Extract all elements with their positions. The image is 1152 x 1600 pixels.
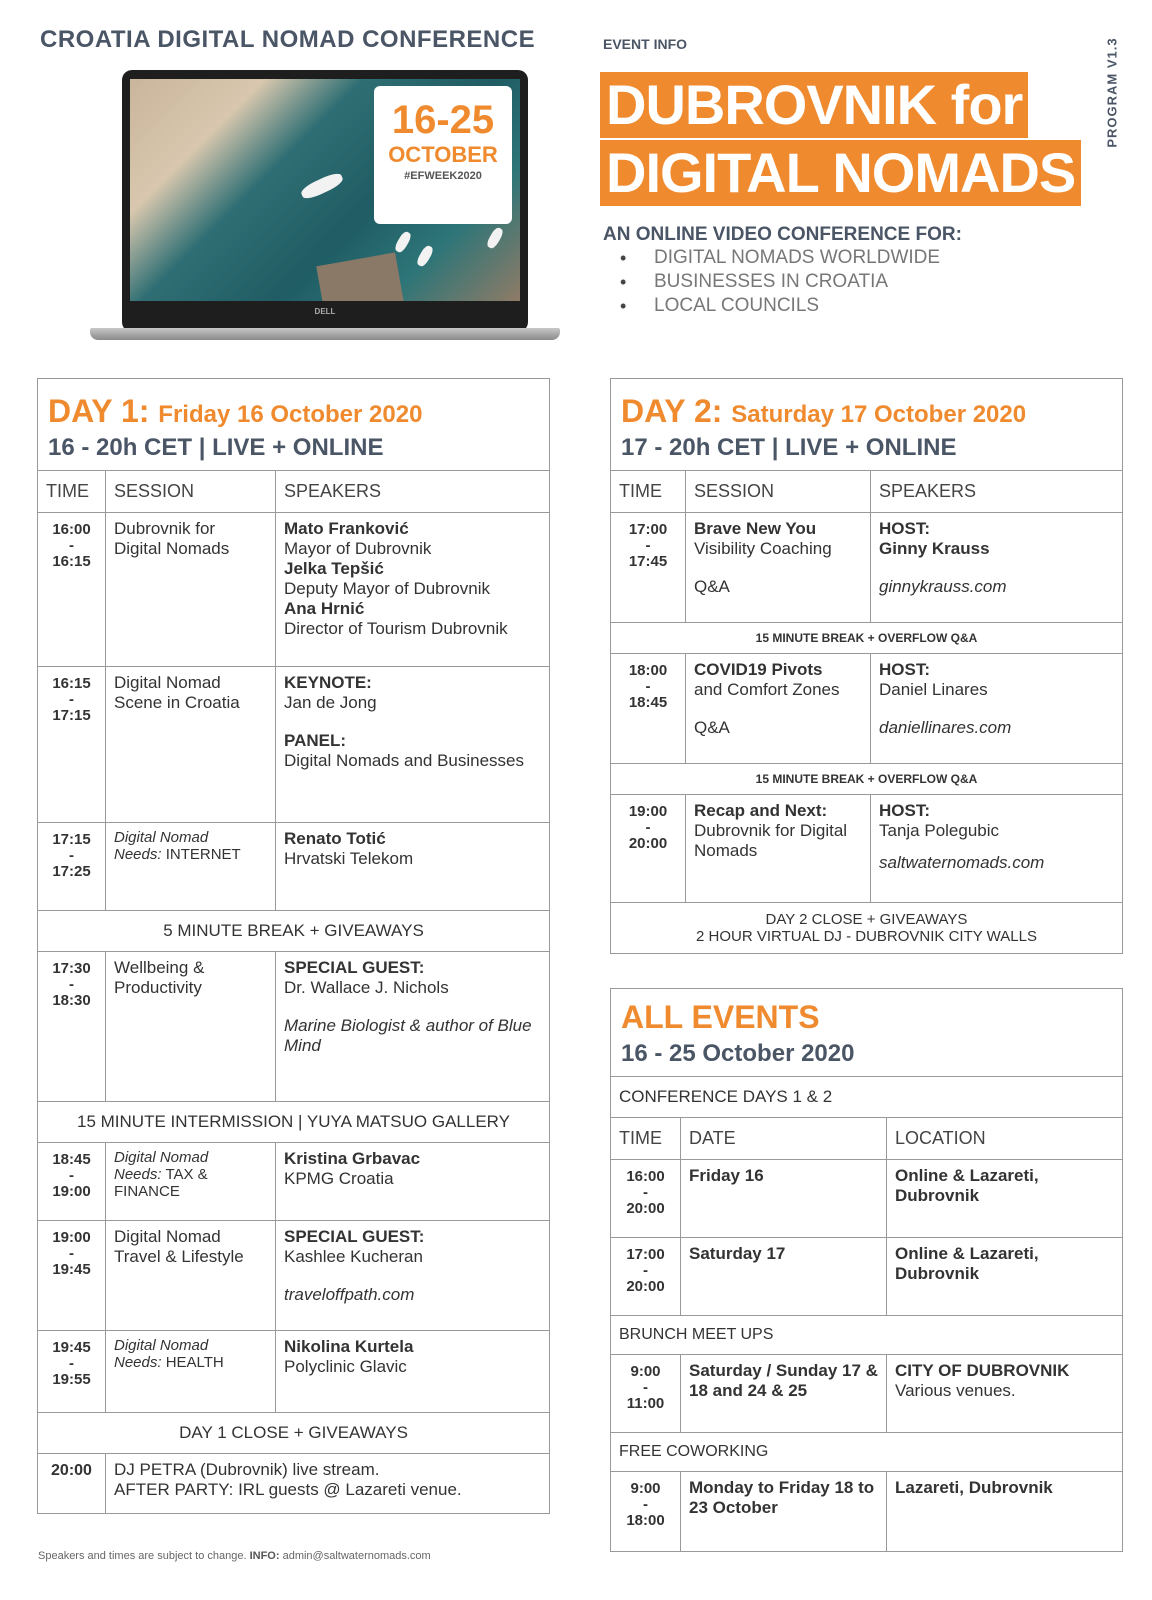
- headline-line1: DUBROVNIK for: [600, 72, 1028, 138]
- day2-date: Saturday 17 October 2020: [731, 401, 1027, 428]
- col-speakers: SPEAKERS: [276, 471, 550, 513]
- table-row: 9:00 - 18:00 Monday to Friday 18 to 23 October Lazareti, Dubrovnik: [611, 1472, 1123, 1552]
- col-session: SESSION: [106, 471, 276, 513]
- col-speakers: SPEAKERS: [871, 471, 1123, 513]
- session-cell: Digital Nomad Needs: HEALTH: [106, 1331, 276, 1413]
- table-row: 19:45 - 19:55 Digital Nomad Needs: HEALTH Nikolina Kurtela Polyclinic Glavic: [38, 1331, 550, 1413]
- speakers-cell: Kristina Grbavac KPMG Croatia: [276, 1143, 550, 1221]
- speakers-cell: HOST: Ginny Krauss ginnykrauss.com: [871, 513, 1123, 623]
- session-cell: COVID19 Pivots and Comfort Zones Q&A: [686, 654, 871, 764]
- section-conference-days: CONFERENCE DAYS 1 & 2: [611, 1077, 1123, 1118]
- day1-label: DAY 1:: [48, 393, 150, 429]
- hashtag: #EFWEEK2020: [404, 170, 482, 182]
- all-events-table: [610, 988, 1123, 1552]
- table-row: 17:15 - 17:25 Digital Nomad Needs: INTERNET Renato Totić Hrvatski Telekom: [38, 823, 550, 911]
- date-cell: Monday to Friday 18 to 23 October: [681, 1472, 887, 1552]
- location-cell: Lazareti, Dubrovnik: [887, 1472, 1123, 1552]
- day1-header: [38, 379, 550, 471]
- day1-close-row: DAY 1 CLOSE + GIVEAWAYS: [38, 1413, 550, 1454]
- date-range: 16-25: [391, 98, 495, 142]
- break-row: 15 MINUTE BREAK + OVERFLOW Q&A: [611, 764, 1123, 795]
- location-cell: Online & Lazareti, Dubrovnik: [887, 1238, 1123, 1316]
- all-events-title: ALL EVENTS: [621, 999, 820, 1035]
- audience-item: • DIGITAL NOMADS WORLDWIDE: [620, 246, 940, 270]
- table-row: 9:00 - 11:00 Saturday / Sunday 17 & 18 and 24 & 25 CITY OF DUBROVNIK Various venues.: [611, 1355, 1123, 1433]
- session-cell: Digital Nomad Scene in Croatia: [106, 667, 276, 823]
- day1-table: [37, 378, 550, 1514]
- online-title: AN ONLINE VIDEO CONFERENCE FOR:: [603, 224, 962, 245]
- footer-note: Speakers and times are subject to change. INFO: admin@saltwaternomads.com: [38, 1550, 431, 1562]
- col-date: DATE: [681, 1118, 887, 1160]
- section-brunch: BRUNCH MEET UPS: [611, 1316, 1123, 1355]
- footer-email[interactable]: admin@saltwaternomads.com: [282, 1550, 431, 1562]
- date-month: OCTOBER: [388, 142, 498, 167]
- speakers-cell: Nikolina Kurtela Polyclinic Glavic: [276, 1331, 550, 1413]
- speakers-cell: HOST: Tanja Polegubic saltwaternomads.com: [871, 795, 1123, 903]
- col-location: LOCATION: [887, 1118, 1123, 1160]
- day2-close-row: DAY 2 CLOSE + GIVEAWAYS 2 HOUR VIRTUAL DJ - DUBROVNIK CITY WALLS: [611, 903, 1123, 954]
- day2-label: DAY 2:: [621, 393, 723, 429]
- table-row: 20:00 DJ PETRA (Dubrovnik) live stream. AFTER PARTY: IRL guests @ Lazareti venue.: [38, 1454, 550, 1514]
- speakers-cell: Renato Totić Hrvatski Telekom: [276, 823, 550, 911]
- all-events-subtitle: 16 - 25 October 2020: [621, 1040, 855, 1067]
- break-row: 5 MINUTE BREAK + GIVEAWAYS: [38, 911, 550, 952]
- table-row: 19:00 - 19:45 Digital Nomad Travel & Lifestyle SPECIAL GUEST: Kashlee Kucheran traveloffpath.com: [38, 1221, 550, 1331]
- audience-item: • BUSINESSES IN CROATIA: [620, 270, 940, 294]
- event-info-label: EVENT INFO: [603, 36, 688, 52]
- day2-table: [610, 378, 1123, 954]
- speakers-cell: KEYNOTE: Jan de Jong PANEL: Digital Nomads and Businesses: [276, 667, 550, 823]
- day1-subtitle: 16 - 20h CET | LIVE + ONLINE: [48, 434, 384, 461]
- day1-column-headers: [38, 471, 550, 513]
- speakers-cell: Mato Franković Mayor of Dubrovnik Jelka Tepšić Deputy Mayor of Dubrovnik Ana Hrnić Director of Tourism Dubrovnik: [276, 513, 550, 667]
- headline-line2: DIGITAL NOMADS: [600, 140, 1081, 206]
- col-time: TIME: [38, 471, 106, 513]
- table-row: 17:30 - 18:30 Wellbeing & Productivity SPECIAL GUEST: Dr. Wallace J. Nichols Marine Biologist & author of Blue Mind: [38, 952, 550, 1102]
- col-time: TIME: [611, 1118, 681, 1160]
- date-card: [374, 86, 512, 224]
- session-cell: Digital Nomad Needs: TAX & FINANCE: [106, 1143, 276, 1221]
- table-row: 18:45 - 19:00 Digital Nomad Needs: TAX & FINANCE Kristina Grbavac KPMG Croatia: [38, 1143, 550, 1221]
- location-cell: Online & Lazareti, Dubrovnik: [887, 1160, 1123, 1238]
- day2-header: [611, 379, 1123, 471]
- session-cell: Recap and Next: Dubrovnik for Digital Nomads: [686, 795, 871, 903]
- session-cell: Dubrovnik for Digital Nomads: [106, 513, 276, 667]
- break-row: 15 MINUTE BREAK + OVERFLOW Q&A: [611, 623, 1123, 654]
- table-row: 16:00 - 20:00 Friday 16 Online & Lazareti, Dubrovnik: [611, 1160, 1123, 1238]
- session-cell: Wellbeing & Productivity: [106, 952, 276, 1102]
- speakers-cell: HOST: Daniel Linares daniellinares.com: [871, 654, 1123, 764]
- intermission-row: 15 MINUTE INTERMISSION | YUYA MATSUO GALLERY: [38, 1102, 550, 1143]
- table-row: 16:15 - 17:15 Digital Nomad Scene in Croatia KEYNOTE: Jan de Jong PANEL: Digital Nomads and Businesses: [38, 667, 550, 823]
- audience-list: [620, 246, 940, 318]
- laptop-brand: DELL: [314, 307, 336, 316]
- session-cell: Digital Nomad Travel & Lifestyle: [106, 1221, 276, 1331]
- location-cell: CITY OF DUBROVNIK Various venues.: [887, 1355, 1123, 1433]
- session-cell: Digital Nomad Needs: INTERNET: [106, 823, 276, 911]
- table-row: 18:00 - 18:45 COVID19 Pivots and Comfort Zones Q&A HOST: Daniel Linares daniellinares.com: [611, 654, 1123, 764]
- col-session: SESSION: [686, 471, 871, 513]
- conference-title: CROATIA DIGITAL NOMAD CONFERENCE: [40, 26, 536, 53]
- final-session-cell: DJ PETRA (Dubrovnik) live stream. AFTER PARTY: IRL guests @ Lazareti venue.: [106, 1454, 550, 1514]
- day2-subtitle: 17 - 20h CET | LIVE + ONLINE: [621, 434, 957, 461]
- all-events-column-headers: [611, 1118, 1123, 1160]
- speakers-cell: SPECIAL GUEST: Kashlee Kucheran traveloffpath.com: [276, 1221, 550, 1331]
- table-row: 17:00 - 20:00 Saturday 17 Online & Lazareti, Dubrovnik: [611, 1238, 1123, 1316]
- col-time: TIME: [611, 471, 686, 513]
- session-cell: Brave New You Visibility Coaching Q&A: [686, 513, 871, 623]
- table-row: 16:00 - 16:15 Dubrovnik for Digital Nomads Mato Franković Mayor of Dubrovnik Jelka Tepšić Deputy Mayor of Dubrovnik Ana Hrnić Director of Tourism Dubrovnik: [38, 513, 550, 667]
- date-cell: Saturday / Sunday 17 & 18 and 24 & 25: [681, 1355, 887, 1433]
- section-coworking: FREE COWORKING: [611, 1433, 1123, 1472]
- audience-item: • LOCAL COUNCILS: [620, 294, 940, 318]
- laptop-base: [90, 328, 560, 340]
- date-cell: Friday 16: [681, 1160, 887, 1238]
- program-version: PROGRAM V1.3: [1104, 37, 1120, 148]
- date-cell: Saturday 17: [681, 1238, 887, 1316]
- table-row: 19:00 - 20:00 Recap and Next: Dubrovnik for Digital Nomads HOST: Tanja Polegubic saltwaternomads.com: [611, 795, 1123, 903]
- day2-column-headers: [611, 471, 1123, 513]
- table-row: 17:00 - 17:45 Brave New You Visibility Coaching Q&A HOST: Ginny Krauss ginnykrauss.com: [611, 513, 1123, 623]
- all-events-header: [611, 989, 1123, 1077]
- day1-date: Friday 16 October 2020: [158, 401, 423, 428]
- speakers-cell: SPECIAL GUEST: Dr. Wallace J. Nichols Marine Biologist & author of Blue Mind: [276, 952, 550, 1102]
